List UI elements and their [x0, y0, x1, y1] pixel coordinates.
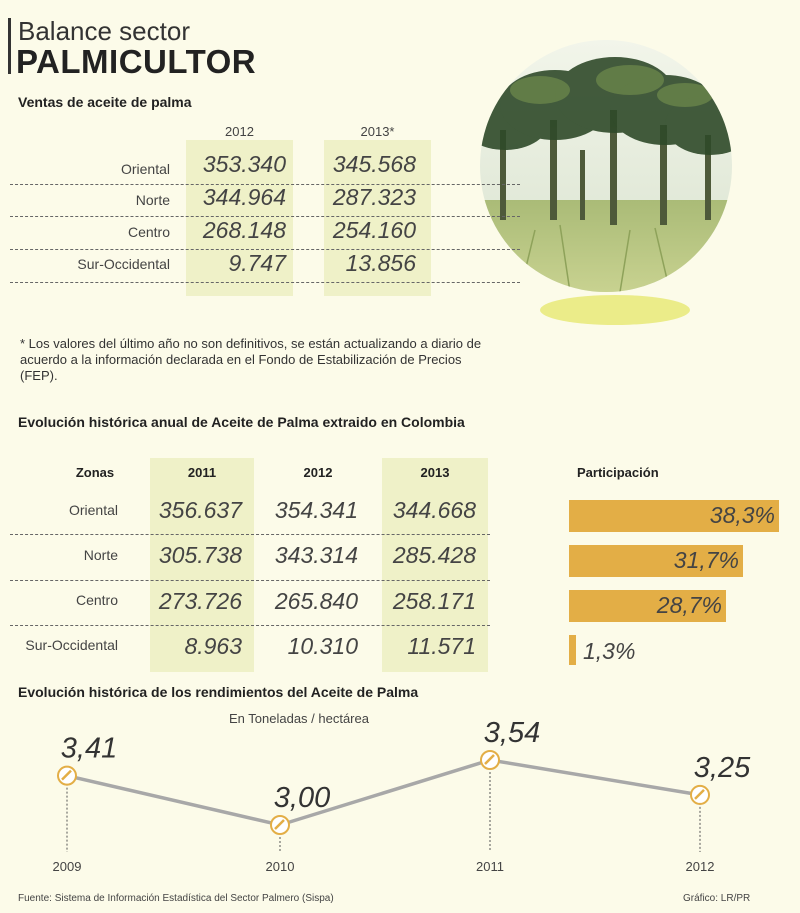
yield-value-label: 3,25: [693, 751, 751, 784]
production-value: 354.341: [274, 497, 358, 523]
sales-col-2012: 2012: [225, 124, 254, 139]
sales-value: 268.148: [202, 217, 286, 243]
production-col-2012: 2012: [303, 465, 333, 480]
sales-value: 344.964: [202, 184, 286, 210]
year-tick-label: 2010: [265, 859, 295, 874]
production-value: 11.571: [407, 633, 476, 659]
participacion-header: Participación: [577, 465, 659, 480]
sales-value: 9.747: [228, 250, 286, 276]
year-tick-label: 2009: [52, 859, 82, 874]
production-row-label: Norte: [83, 547, 118, 563]
production-value: 10.310: [287, 633, 358, 659]
share-bar-sur-occidental: [569, 635, 576, 665]
share-label-oriental: 38,3%: [709, 502, 775, 528]
graphic-credit: Gráfico: LR/PR: [683, 893, 751, 904]
palm-plantation-photo: [480, 40, 732, 292]
sales-footnote: * Los valores del último año no son definitivos, se están actualizando a diario de acuerdo a la información declarada en el Fondo de Estabilización de Precios (FEP).: [20, 336, 482, 383]
production-row-label: Oriental: [68, 502, 118, 518]
sales-value: 254.160: [332, 217, 416, 243]
yield-value-label: 3,54: [483, 717, 541, 749]
page-title-line2: PALMICULTOR: [16, 43, 257, 80]
production-value: 273.726: [158, 588, 242, 614]
share-label-sur-occidental: 1,3%: [583, 638, 636, 664]
production-value: 343.314: [274, 542, 358, 568]
sales-title: Ventas de aceite de palma: [18, 94, 192, 110]
sales-row-label: Sur-Occidental: [77, 256, 170, 272]
production-divider: [10, 534, 490, 535]
year-tick-label: 2012: [685, 859, 715, 874]
sales-value: 13.856: [345, 250, 416, 276]
production-divider: [10, 580, 490, 581]
share-label-centro: 28,7%: [656, 592, 722, 618]
chart-subtitle: En Toneladas / hectárea: [229, 711, 369, 726]
sales-row-label: Centro: [127, 224, 170, 240]
chart-title: Evolución histórica de los rendimientos del Aceite de Palma: [18, 684, 419, 700]
title-rule: [8, 18, 11, 74]
production-row-label: Sur-Occidental: [25, 637, 118, 653]
sales-divider: [10, 282, 520, 283]
production-col-2011: 2011: [187, 465, 217, 480]
page-title-line1: Balance sector: [18, 16, 190, 46]
yield-series-line: [67, 760, 700, 825]
production-value: 265.840: [274, 588, 358, 614]
production-value: 344.668: [392, 497, 476, 523]
yield-value-label: 3,41: [60, 732, 118, 765]
sales-row-label: Norte: [135, 192, 170, 208]
share-label-norte: 31,7%: [673, 547, 739, 573]
zonas-header: Zonas: [75, 465, 115, 480]
sales-value: 353.340: [202, 151, 286, 177]
year-tick-label: 2011: [476, 859, 504, 874]
sales-value: 345.568: [332, 151, 416, 177]
production-row-label: Centro: [75, 592, 118, 608]
production-value: 356.637: [158, 497, 242, 523]
yield-value-label: 3,00: [273, 782, 331, 814]
production-divider: [10, 625, 490, 626]
production-col-2013: 2013: [420, 465, 450, 480]
sales-row-label: Oriental: [120, 161, 170, 177]
production-value: 285.428: [392, 542, 476, 568]
production-value: 305.738: [158, 542, 242, 568]
photo-shadow: [540, 295, 690, 325]
yield-line-chart: [0, 690, 800, 890]
sales-col-2013: 2013*: [360, 124, 395, 139]
source-note: Fuente: Sistema de Información Estadística del Sector Palmero (Sispa): [18, 893, 334, 904]
sales-value: 287.323: [332, 184, 416, 210]
production-value: 8.963: [184, 633, 242, 659]
production-title: Evolución histórica anual de Aceite de Palma extraido en Colombia: [18, 414, 465, 430]
production-value: 258.171: [392, 588, 476, 614]
